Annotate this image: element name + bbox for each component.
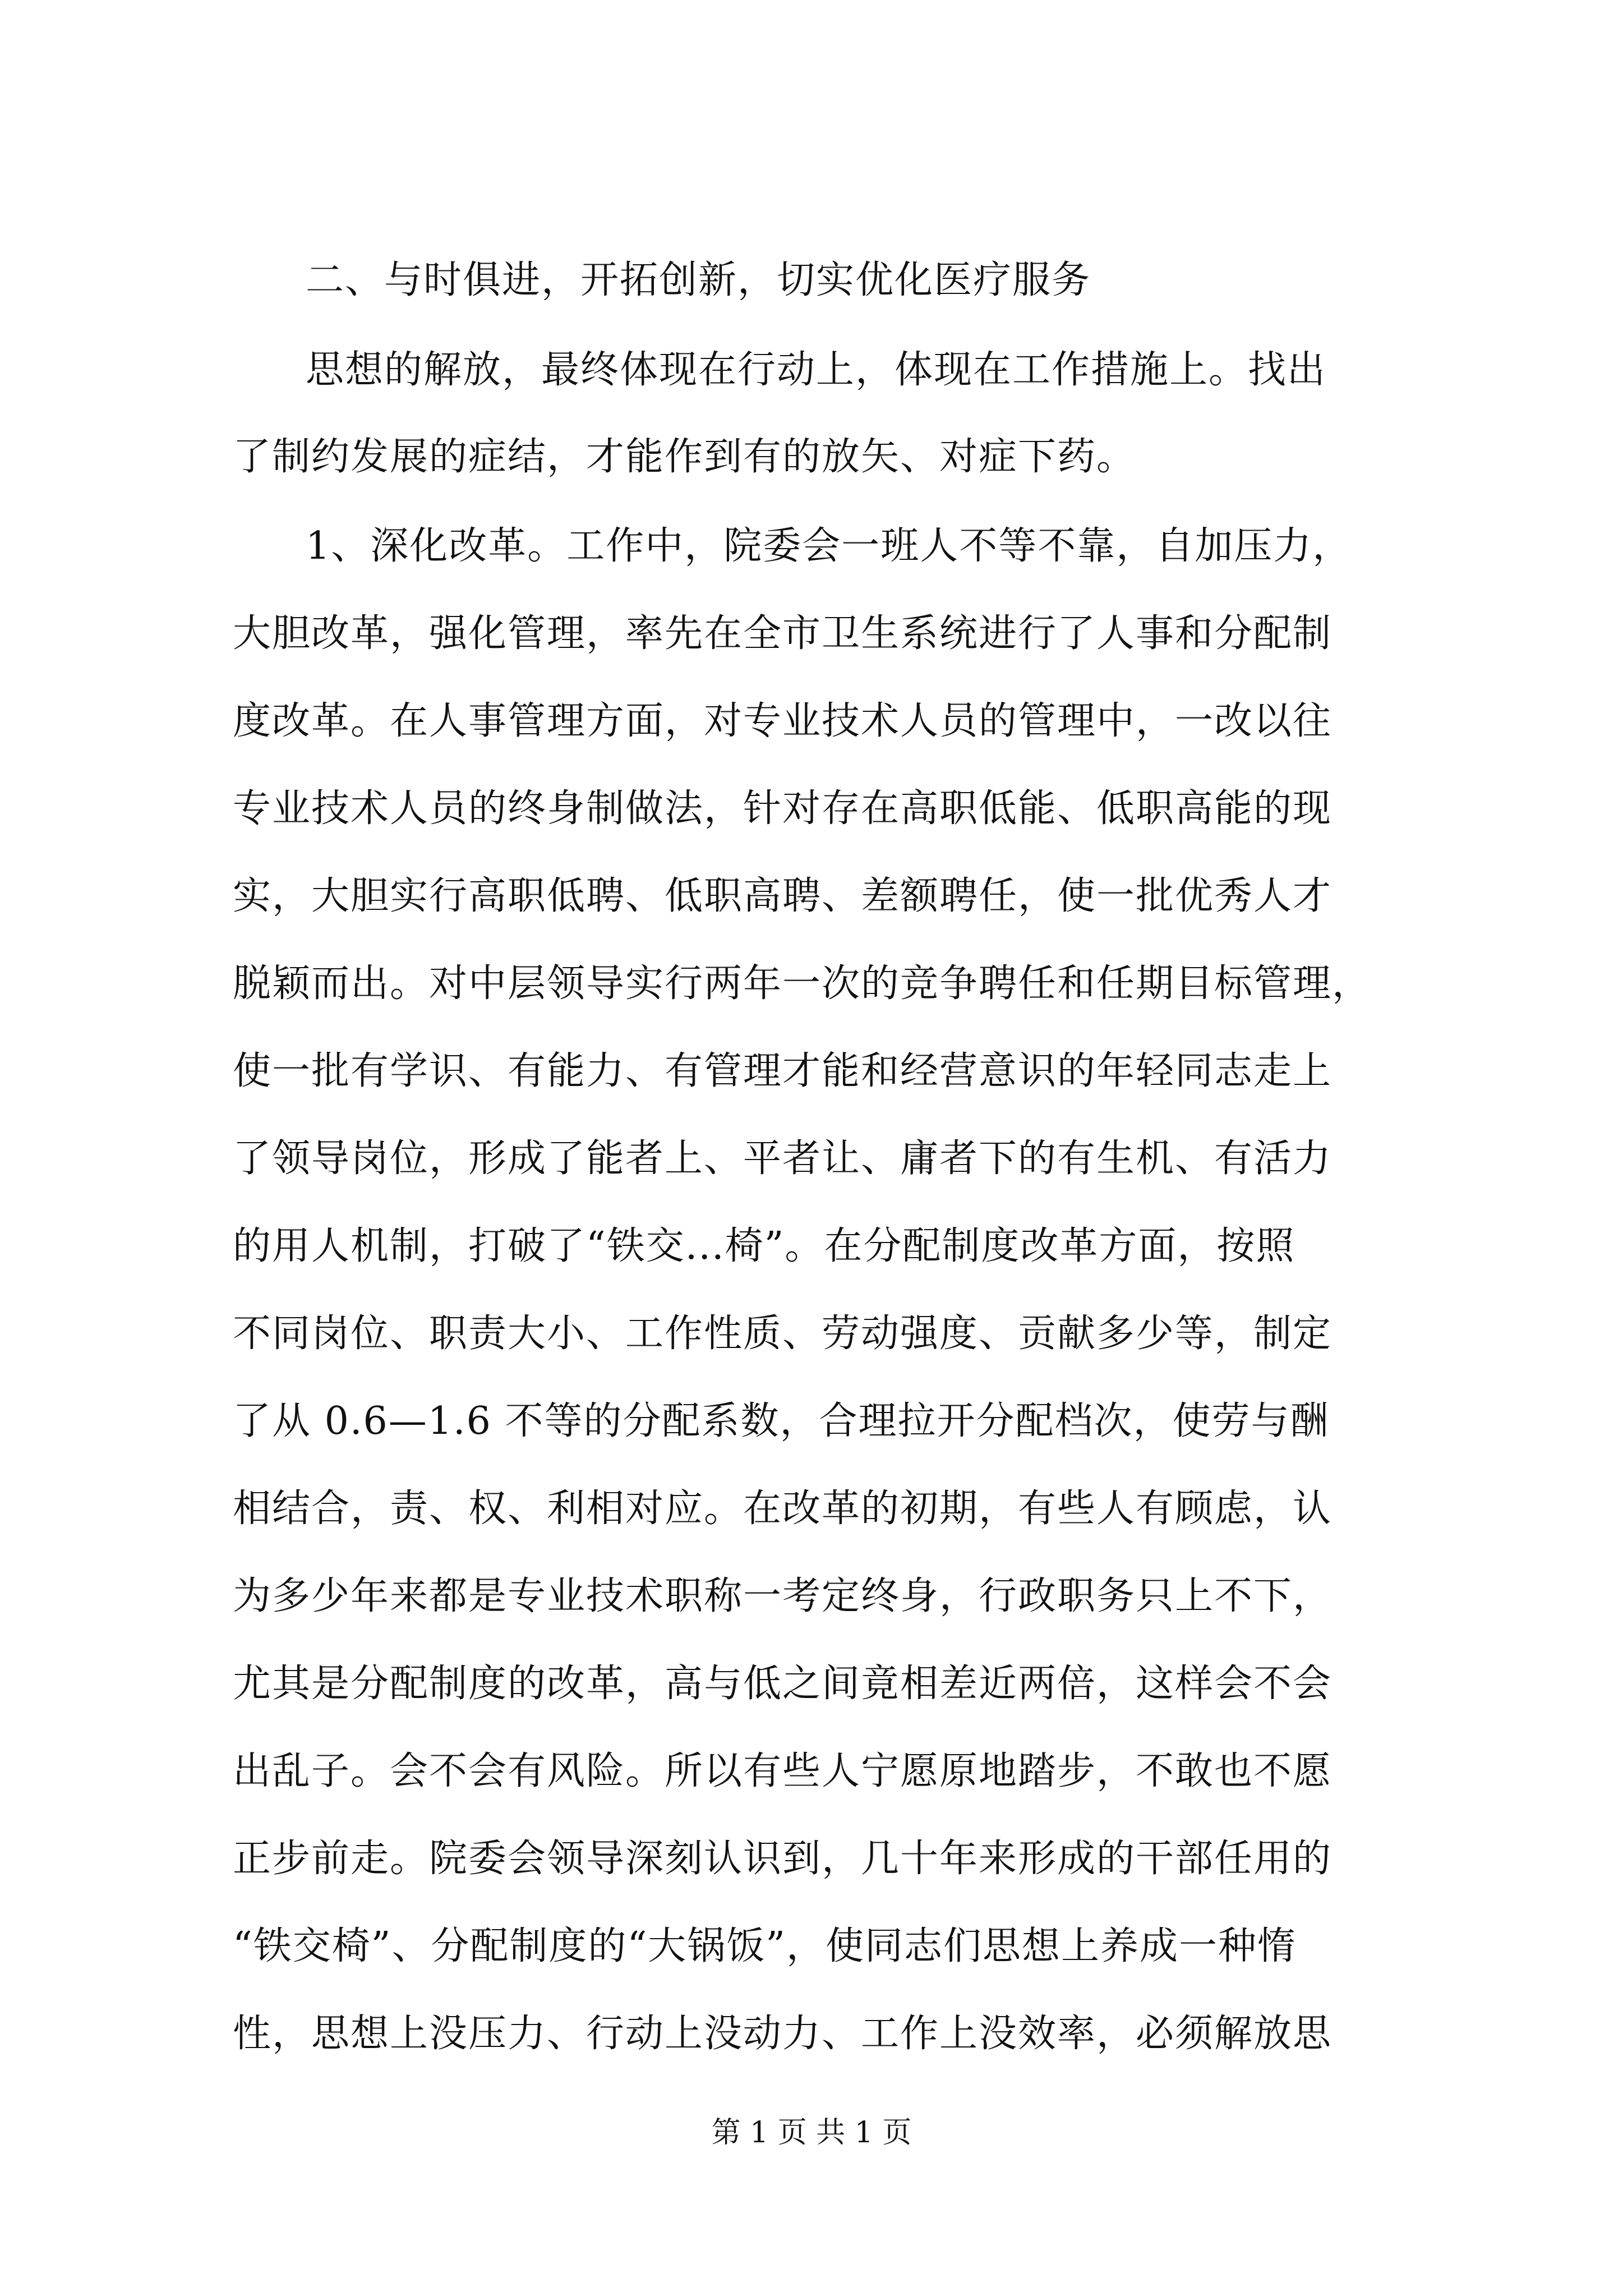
paragraph-line: 1、深化改革。工作中，院委会一班人不等不靠，自加压力， [306, 524, 1352, 568]
paragraph-line: 专业技术人员的终身制做法，针对存在高职低能、低职高能的现 [233, 786, 1332, 831]
paragraph-line: 大胆改革，强化管理，率先在全市卫生系统进行了人事和分配制 [233, 611, 1332, 656]
paragraph-line: “铁交椅”、分配制度的“大锅饭”，使同志们思想上养成一种惰 [233, 1924, 1297, 1968]
section-heading: 二、与时俱进，开拓创新，切实优化医疗服务 [306, 258, 1091, 302]
paragraph-line: 不同岗位、职责大小、工作性质、劳动强度、贡献多少等，制定 [233, 1312, 1332, 1356]
page-footer: 第 1 页 共 1 页 [711, 2116, 912, 2150]
paragraph-line: 度改革。在人事管理方面，对专业技术人员的管理中，一改以往 [233, 699, 1332, 743]
paragraph-line: 正步前走。院委会领导深刻认识到，几十年来形成的干部任用的 [233, 1837, 1332, 1881]
paragraph-line: 相结合，责、权、利相对应。在改革的初期，有些人有顾虑，认 [233, 1487, 1332, 1531]
paragraph-line: 实，大胆实行高职低聘、低职高聘、差额聘任，使一批优秀人才 [233, 874, 1332, 918]
paragraph-line: 脱颖而出。对中层领导实行两年一次的竞争聘任和任期目标管理， [233, 961, 1372, 1006]
paragraph-line: 了从 0.6—1.6 不等的分配系数，合理拉开分配档次，使劳与酬 [233, 1399, 1330, 1443]
paragraph-line: 为多少年来都是专业技术职称一考定终身，行政职务只上不下， [233, 1574, 1332, 1618]
paragraph-line: 出乱子。会不会有风险。所以有些人宁愿原地踏步，不敢也不愿 [233, 1749, 1332, 1793]
paragraph-line: 性，思想上没压力、行动上没动力、工作上没效率，必须解放思 [233, 2012, 1332, 2056]
paragraph-line: 尤其是分配制度的改革，高与低之间竟相差近两倍，这样会不会 [233, 1662, 1332, 1706]
paragraph-line: 的用人机制，打破了“铁交...椅”。在分配制度改革方面，按照 [233, 1224, 1295, 1268]
paragraph-line: 了领导岗位，形成了能者上、平者让、庸者下的有生机、有活力 [233, 1137, 1332, 1181]
paragraph-line: 思想的解放，最终体现在行动上，体现在工作措施上。找出 [306, 348, 1327, 392]
paragraph-line: 了制约发展的症结，才能作到有的放矢、对症下药。 [233, 435, 1136, 479]
paragraph-line: 使一批有学识、有能力、有管理才能和经营意识的年轻同志走上 [233, 1049, 1332, 1093]
